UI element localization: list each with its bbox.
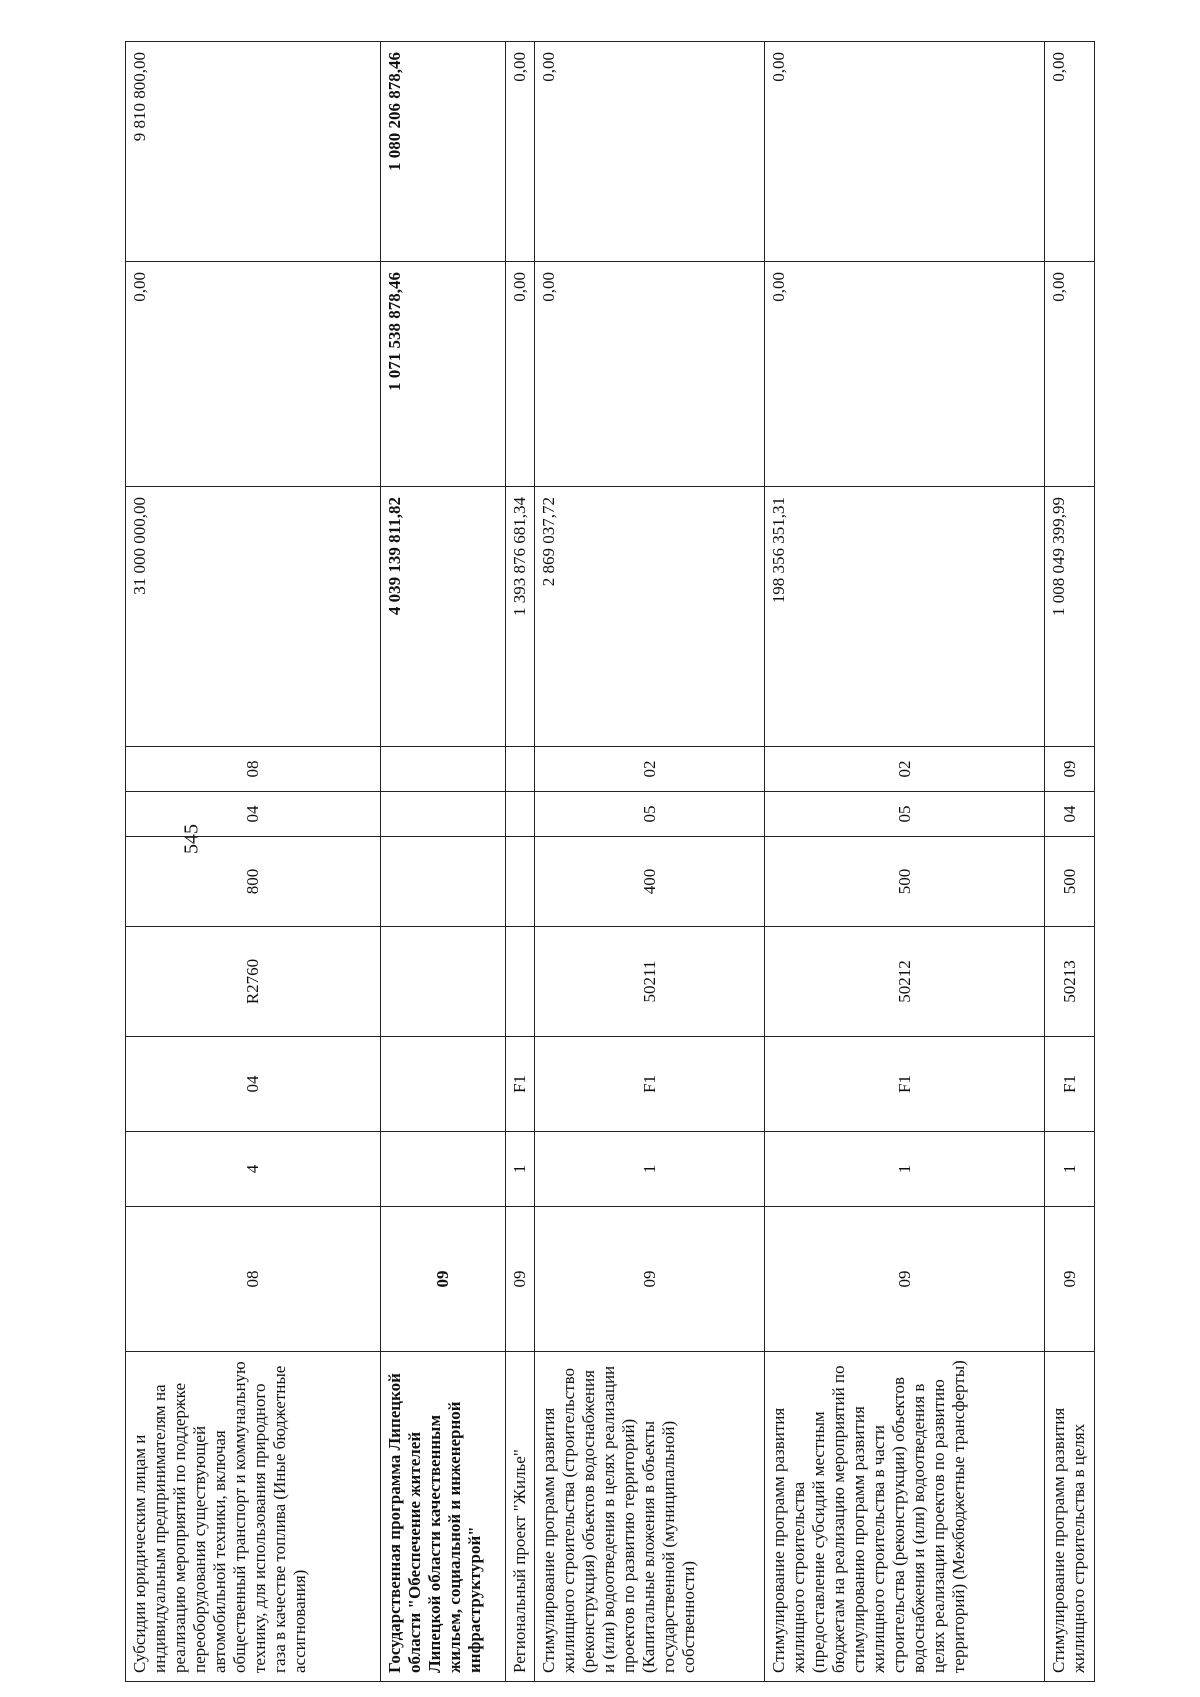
page-number: 545	[180, 824, 203, 854]
amount-year-2: 0,00	[126, 262, 381, 487]
amount-year-2: 1 071 538 878,46	[381, 262, 506, 487]
amount-year-3: 9 810 800,00	[126, 42, 381, 262]
section-code	[381, 792, 506, 837]
section-code: 04	[126, 792, 381, 837]
subsection-code	[506, 747, 535, 792]
program-code: 09	[381, 1207, 506, 1352]
amount-year-1: 198 356 351,31	[765, 487, 1045, 747]
amount-year-2: 0,00	[535, 262, 765, 487]
expense-type-code	[506, 837, 535, 927]
amount-year-3: 0,00	[765, 42, 1045, 262]
amount-year-3: 1 080 206 878,46	[381, 42, 506, 262]
amount-year-2: 0,00	[765, 262, 1045, 487]
subprogram-code: 1	[535, 1132, 765, 1207]
program-code: 09	[506, 1207, 535, 1352]
measure-code: F1	[765, 1037, 1045, 1132]
amount-year-3: 0,00	[506, 42, 535, 262]
subprogram-code: 1	[506, 1132, 535, 1207]
measure-code: F1	[1045, 1037, 1095, 1132]
amount-year-1: 2 869 037,72	[535, 487, 765, 747]
measure-code: F1	[535, 1037, 765, 1132]
table-row	[765, 42, 1045, 1682]
subprogram-code	[381, 1132, 506, 1207]
row-description: Стимулирование программ развития жилищного строительства в целях	[1045, 1352, 1095, 1682]
subsection-code: 02	[765, 747, 1045, 792]
direction-code	[381, 927, 506, 1037]
direction-code	[506, 927, 535, 1037]
section-code: 05	[765, 792, 1045, 837]
subprogram-code: 1	[765, 1132, 1045, 1207]
subprogram-code: 4	[126, 1132, 381, 1207]
amount-year-2: 0,00	[1045, 262, 1095, 487]
subsection-code	[381, 747, 506, 792]
subsection-code: 02	[535, 747, 765, 792]
rotated-page	[100, 0, 1200, 1697]
direction-code: 50211	[535, 927, 765, 1037]
measure-code: 04	[126, 1037, 381, 1132]
section-code: 04	[1045, 792, 1095, 837]
amount-year-1: 4 039 139 811,82	[381, 487, 506, 747]
table-row	[1045, 42, 1095, 1682]
budget-table	[125, 41, 1095, 1682]
measure-code	[381, 1037, 506, 1132]
amount-year-1: 1 008 049 399,99	[1045, 487, 1095, 747]
program-code: 09	[535, 1207, 765, 1352]
row-description: Субсидии юридическим лицам и индивидуальным предпринимателям на реализацию мероприятий по поддержке переоборудования существующей автомобильной техники, включая общественный транспорт и коммунальную технику, для использования природного газа в качестве топлива (Иные бюджетные ассигнования)	[126, 1352, 381, 1682]
table-row	[381, 42, 506, 1682]
program-code: 08	[126, 1207, 381, 1352]
direction-code: 50212	[765, 927, 1045, 1037]
table-row	[535, 42, 765, 1682]
amount-year-2: 0,00	[506, 262, 535, 487]
direction-code: 50213	[1045, 927, 1095, 1037]
program-code: 09	[765, 1207, 1045, 1352]
row-description: Государственная программа Липецкой области "Обеспечение жителей Липецкой области качественным жильем, социальной и инженерной инфраструктурой"	[381, 1352, 506, 1682]
expense-type-code	[381, 837, 506, 927]
section-code	[506, 792, 535, 837]
table-row	[506, 42, 535, 1682]
section-code: 05	[535, 792, 765, 837]
subprogram-code: 1	[1045, 1132, 1095, 1207]
row-description: Стимулирование программ развития жилищного строительства (строительство (реконструкция) объектов водоснабжения и (или) водоотведения в целях реализации проектов по развитию территорий) (Капитальные вложения в объекты государственной (муниципальной) собственности)	[535, 1352, 765, 1682]
expense-type-code: 500	[765, 837, 1045, 927]
expense-type-code: 400	[535, 837, 765, 927]
direction-code: R2760	[126, 927, 381, 1037]
measure-code: F1	[506, 1037, 535, 1132]
expense-type-code: 500	[1045, 837, 1095, 927]
program-code: 09	[1045, 1207, 1095, 1352]
table-row	[126, 42, 381, 1682]
amount-year-3: 0,00	[1045, 42, 1095, 262]
row-description: Стимулирование программ развития жилищного строительства (предоставление субсидий местным бюджетам на реализацию мероприятий по стимулированию программ развития жилищного строительства в части строительства (реконструкции) объектов водоснабжения и (или) водоотведения в целях реализации проектов по развитию территорий) (Межбюджетные трансферты)	[765, 1352, 1045, 1682]
subsection-code: 08	[126, 747, 381, 792]
row-description: Региональный проект "Жилье"	[506, 1352, 535, 1682]
amount-year-1: 1 393 876 681,34	[506, 487, 535, 747]
amount-year-1: 31 000 000,00	[126, 487, 381, 747]
expense-type-code: 800	[126, 837, 381, 927]
amount-year-3: 0,00	[535, 42, 765, 262]
subsection-code: 09	[1045, 747, 1095, 792]
